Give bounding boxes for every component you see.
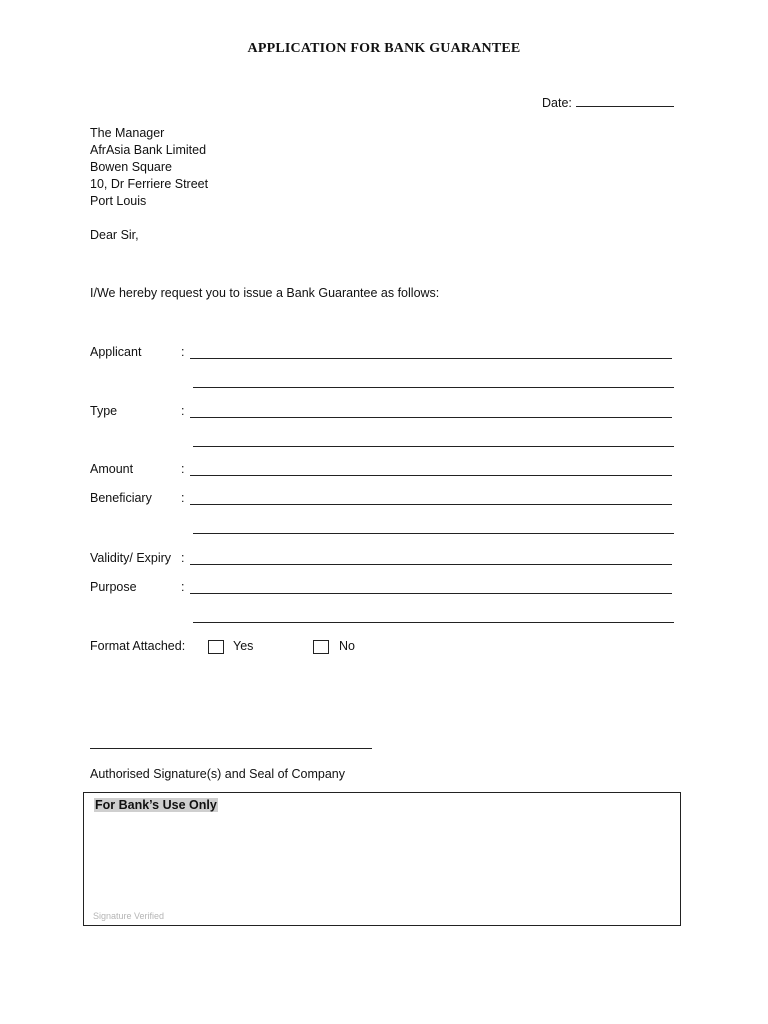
salutation: Dear Sir,: [90, 228, 139, 242]
signature-caption: Authorised Signature(s) and Seal of Company: [90, 767, 346, 781]
date-label: Date:: [542, 96, 572, 110]
purpose-line-2[interactable]: [193, 622, 674, 623]
colon: :: [181, 345, 185, 359]
colon: :: [181, 404, 185, 418]
address-line: AfrAsia Bank Limited: [90, 143, 207, 157]
format-no-checkbox[interactable]: [313, 640, 329, 654]
amount-line[interactable]: [190, 475, 672, 476]
beneficiary-line-2[interactable]: [193, 533, 674, 534]
address-line: Port Louis: [90, 194, 147, 208]
beneficiary-label: Beneficiary: [90, 491, 152, 505]
colon: :: [181, 491, 185, 505]
format-no-label: No: [339, 639, 355, 653]
signature-line[interactable]: [90, 748, 372, 749]
amount-label: Amount: [90, 462, 134, 476]
format-yes-checkbox[interactable]: [208, 640, 224, 654]
colon: :: [181, 462, 185, 476]
validity-label: Validity/ Expiry: [90, 551, 172, 565]
bank-use-heading: For Bank’s Use Only: [95, 798, 217, 812]
address-line: The Manager: [90, 126, 165, 140]
form-title: APPLICATION FOR BANK GUARANTEE: [247, 41, 521, 56]
date-input-line[interactable]: [576, 94, 674, 107]
beneficiary-line-1[interactable]: [190, 504, 672, 505]
address-line: 10, Dr Ferriere Street: [90, 177, 209, 191]
colon: :: [181, 580, 185, 594]
colon: :: [181, 551, 185, 565]
recipient-address: [90, 125, 208, 210]
format-yes-label: Yes: [233, 639, 254, 653]
applicant-line-1[interactable]: [190, 358, 672, 359]
bank-use-box: [83, 792, 681, 926]
type-label: Type: [90, 404, 118, 418]
date-field: [542, 94, 674, 110]
applicant-line-2[interactable]: [193, 387, 674, 388]
address-line: Bowen Square: [90, 160, 173, 174]
purpose-label: Purpose: [90, 580, 137, 594]
purpose-line-1[interactable]: [190, 593, 672, 594]
format-attached-label: Format Attached:: [90, 639, 186, 653]
signature-verified-note: Signature Verified: [93, 911, 165, 921]
applicant-label: Applicant: [90, 345, 142, 359]
type-line-1[interactable]: [190, 417, 672, 418]
validity-line[interactable]: [190, 564, 672, 565]
intro-text: I/We hereby request you to issue a Bank Guarantee as follows:: [90, 286, 440, 300]
type-line-2[interactable]: [193, 446, 674, 447]
